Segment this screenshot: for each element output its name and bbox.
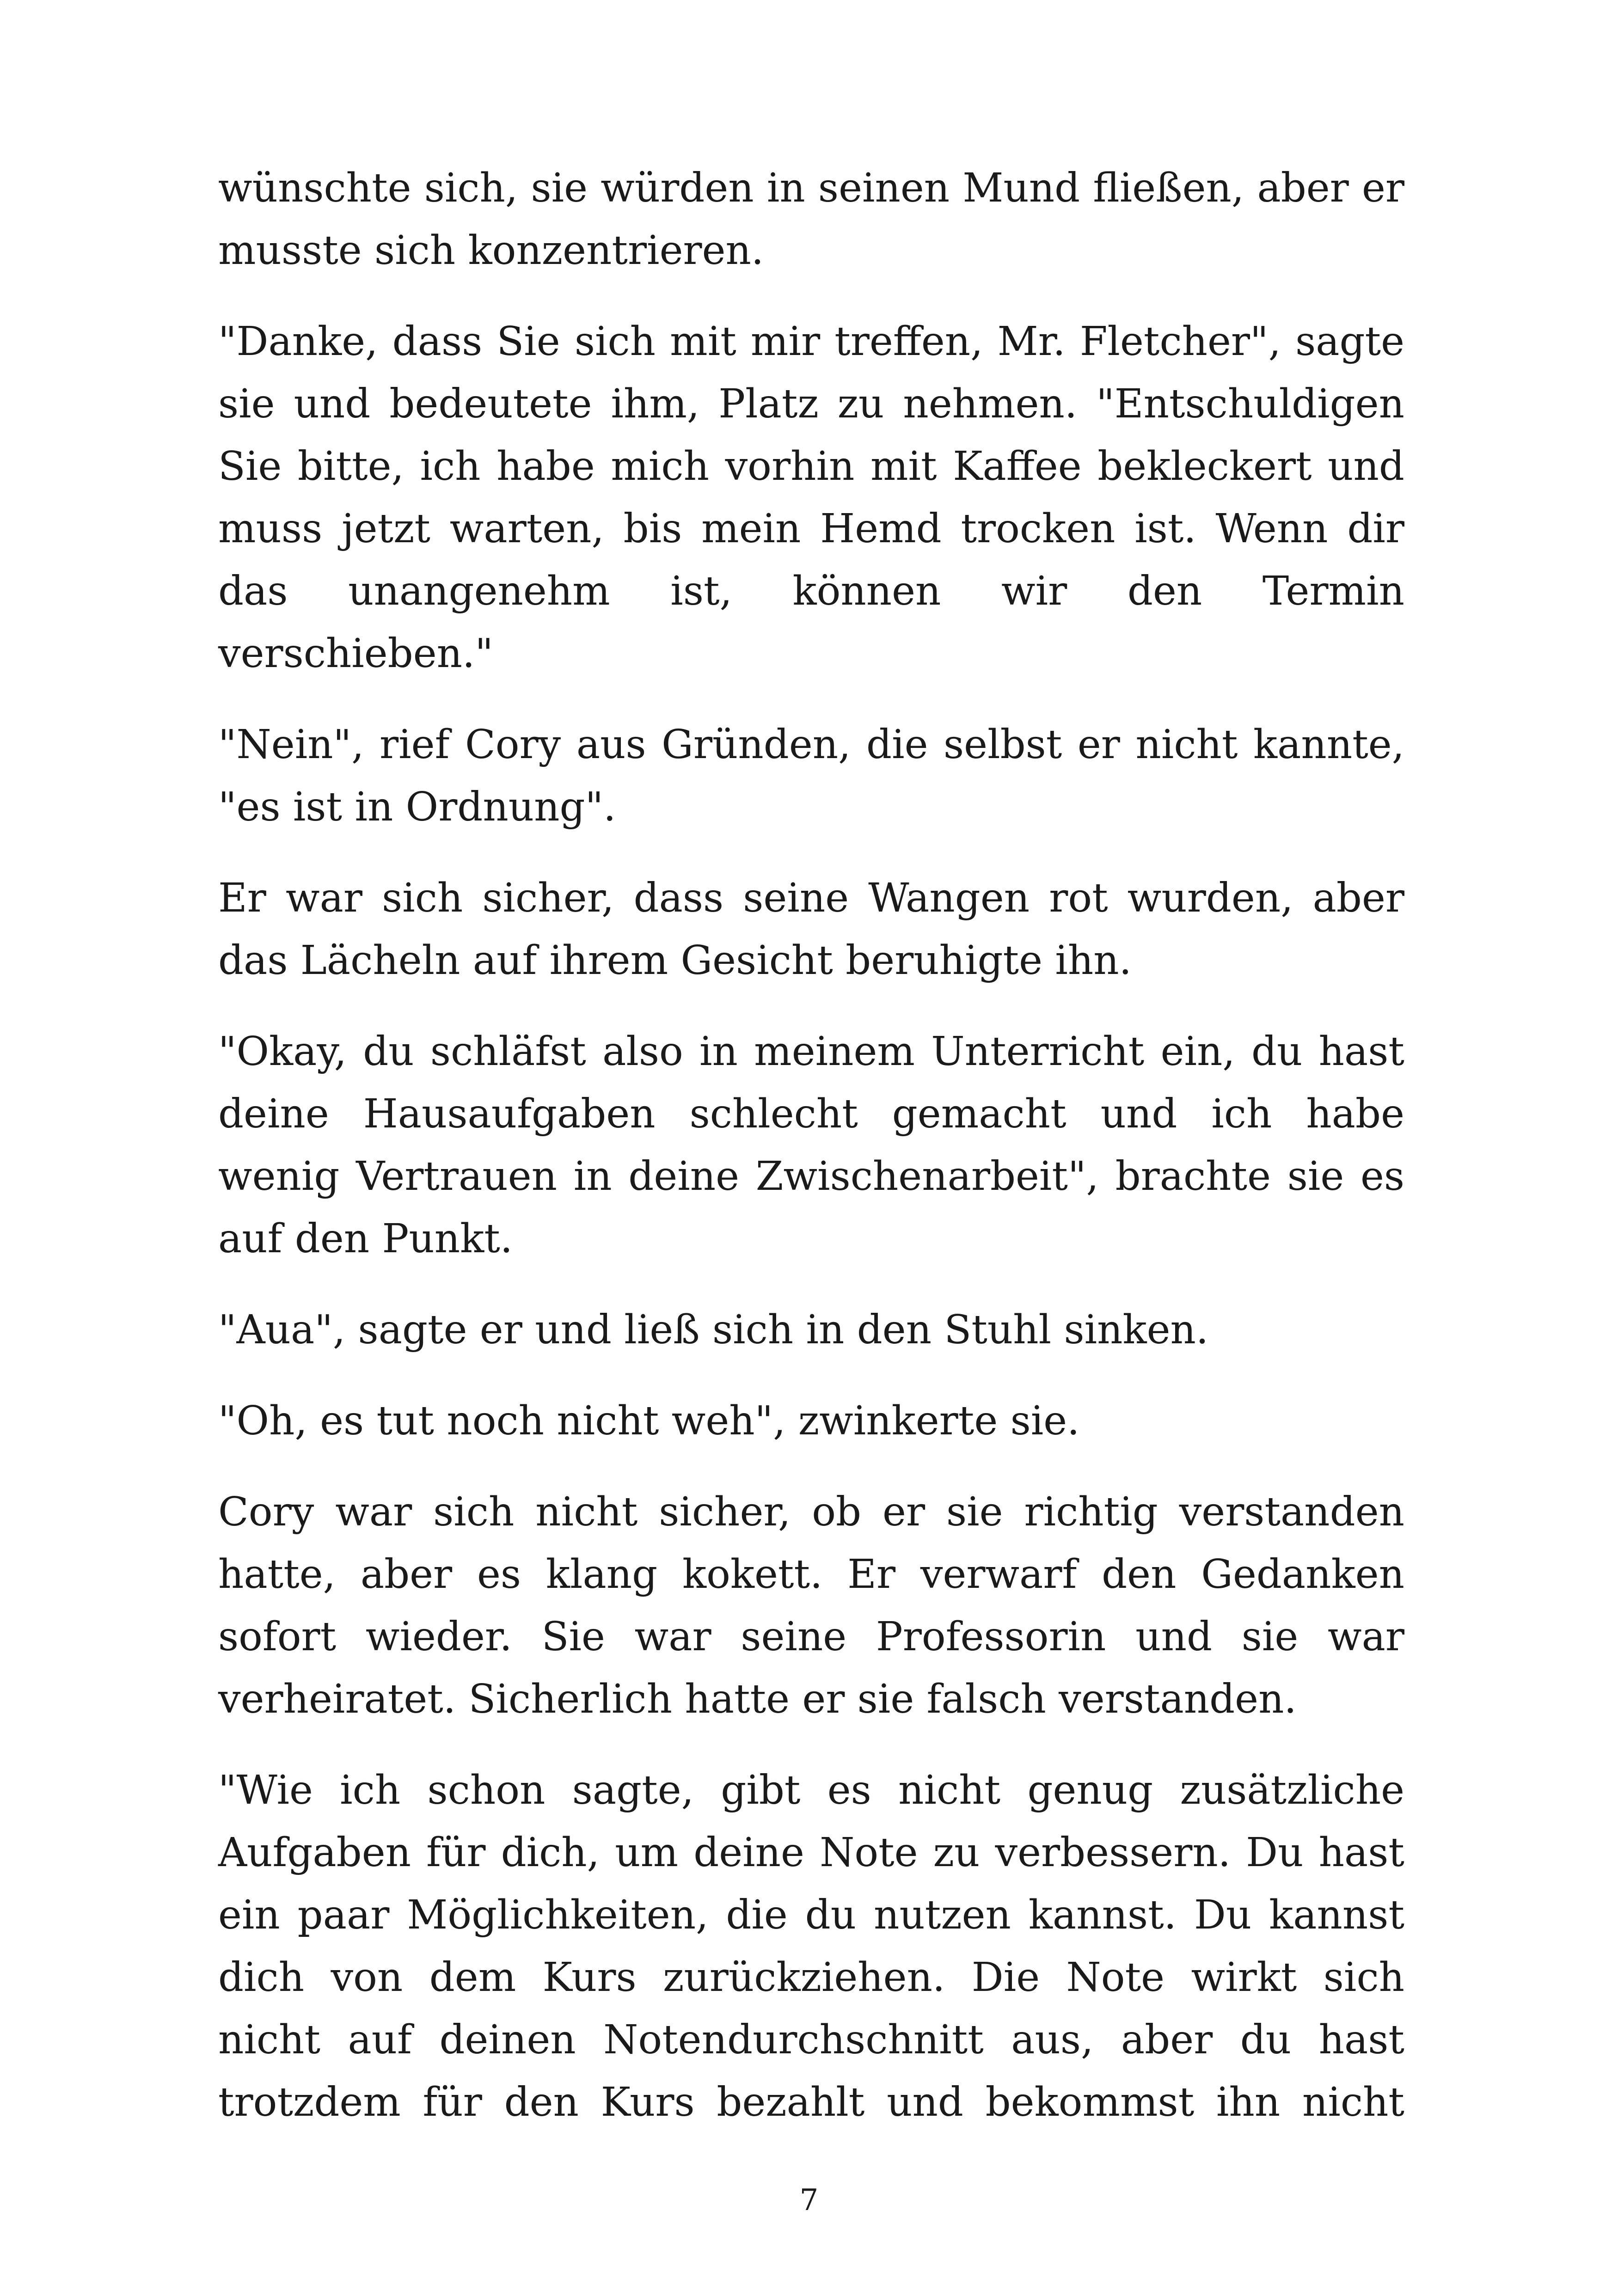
paragraph-6: "Aua", sagte er und ließ sich in den Stuhl sinken. — [218, 1307, 1209, 1353]
paragraph-3: "Nein", rief Cory aus Gründen, die selbst er nicht kannte, "es ist in Ordnung". — [218, 722, 1404, 830]
page-number: 7 — [799, 2183, 819, 2217]
paragraph-8: Cory war sich nicht sicher, ob er sie richtig verstanden hatte, aber es klang kokett. Er verwarf den Gedanken sofort wieder. Sie war seine Professorin und sie war verheiratet. Sicherlich hatte er sie falsch verstanden. — [218, 1489, 1404, 1722]
paragraph-2: "Danke, dass Sie sich mit mir treffen, Mr. Fletcher", sagte sie und bedeutete ihm, Platz zu nehmen. "Entschuldigen Sie bitte, ich habe mich vorhin mit Kaffee bekleckert und muss jetzt warten, bis mein Hemd trocken ist. Wenn dir das unangenehm ist, können wir den Termin verschieben." — [218, 318, 1404, 677]
paragraph-5: "Okay, du schläfst also in meinem Unterricht ein, du hast deine Hausaufgaben schlecht gemacht und ich habe wenig Vertrauen in deine Zwischenarbeit", brachte sie es auf den Punkt. — [218, 1029, 1404, 1262]
paragraph-9: "Wie ich schon sagte, gibt es nicht genug zusätzliche Aufgaben für dich, um deine Note zu verbessern. Du hast ein paar Möglichkeiten, die du nutzen kannst. Du kannst dich von dem Kurs zurückziehen. Die Note wirkt sich nicht auf deinen Notendurchschnitt aus, aber du hast trotzdem für den Kurs bezahlt und bekommst ihn nicht — [218, 1767, 1404, 2125]
paragraph-1: wünschte sich, sie würden in seinen Mund fließen, aber er musste sich konzentrieren. — [218, 165, 1404, 274]
body-text — [218, 157, 1404, 2162]
paragraph-4: Er war sich sicher, dass seine Wangen rot wurden, aber das Lächeln auf ihrem Gesicht beruhigte ihn. — [218, 875, 1404, 984]
paragraph-7: "Oh, es tut noch nicht weh", zwinkerte sie. — [218, 1398, 1080, 1444]
